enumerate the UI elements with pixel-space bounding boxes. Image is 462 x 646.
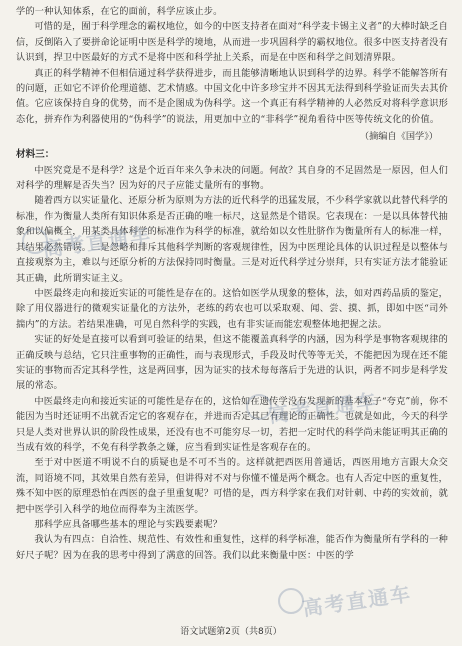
watermark: 高考直通车	[41, 222, 154, 262]
paragraph: 实证的好处是直接可以看到可验证的结果，但这不能覆盖真科学的内涵，因为科学是事物客观规律的正确反映与总结，它只注重事物的正确性，而与表现形式，手段及时代等等无关，不能把因为现在还不能实证的事物而否定其科学性，这是两回事，因为证实的技术每每落后于先进的认识，两者不同步是科学发展的常态。	[16, 334, 448, 392]
watermark: 高考直通车	[267, 388, 380, 428]
paragraph: 学的一种认知体系，在它的面前，科学应该止步。	[16, 6, 223, 17]
article-top-section	[16, 4, 448, 127]
paragraph: 中医究竟是不是科学？这是个近百年来久争未决的问题。何故？其自身的不足固然是一原因，但人们对科学的理解是否失当？因为好的尺子应能丈量所有的事物。	[16, 164, 448, 192]
paragraph: 至于对中医道不明说不白的质疑也是不可不当的。这样就把西医用普通话，西医用地方言跟大众交流，同语境不同，其效果自然有差异，但讲得对不对与你懂不懂是两个概念。也有人否定中医的重复性，殊不知中医的原理恐怕在西医的盘子里重复呢？可惜的是，西方科学家在我们对针刺、中药的实效前，就把中医学引入科学的地位而得奉为主流医学。	[16, 457, 448, 515]
source-citation: （摘编自《国学》）	[359, 131, 438, 143]
paragraph: 可惜的是，囿于科学理念的霸权地位，如今的中医支持者在面对“科学麦卡锡主义者”的大棒时缺乏自信，反倒陷入了要拼命论证明中医是科学的境地，从而进一步巩固科学的霸权地位。很多中医支持者没有认识到，捍卫中医最好的方式不是将中医和科学扯上关系，而是在中医和科学之间划清界限。	[16, 21, 448, 64]
page-footer: 语文试题第2页（共8页）	[180, 627, 282, 637]
paragraph: 中医最终走向和接近实证的可能性是存在的，这恰如在遗传学没有发现新的基本粒子“夸克”前，你不能因为当时还证明不出就否定它的客观存在，并进而否定其已有理论的正确性。也就是如此，今天的科学只是人类对世界认识的阶段性成果，还没有也不可能穷尽一切，若把一定时代的科学尚未能证明其正确的当成有效的科学，不免有科学教条之嫌，应当看到实证性是客观存在的。	[16, 395, 448, 453]
paragraph: 随着西方以实证量化、还原分析为原则为方法的近代科学的迅猛发展，不少科学家就以此替代科学的标准，作为衡量人类所有知识体系是否正确的唯一标尺，这显然是个错误。它表现在：一是以具体替代抽象和以偏概全，用某类具体科学的标准作为科学的标准，就给如以女性肚脐作为衡量所有人的标准一样，其结果必然错误。二是忽略和排斥其他科学判断的客观规律性，因为中医理论具体的认识过程是以整体与直接观察为主，难以与还原分析的方法保持同时衡量。三是对近代科学过分崇拜，只有实证方法才能验证其正确，此所谓实证主义。	[16, 195, 448, 284]
article-bottom-section	[16, 163, 448, 564]
paragraph: 中医最终走向和接近实证的可能性是存在的。这恰如医学从现象的整体，法，如对西药品质的鉴定，除了用仪器进行的微观实证量化的方法外，老练的药农也可以采取观、闻、尝、摸、抓，即如中医“司外揣内”的方法。若结果准确，可见自然科学的实践，也有非实证而能宏观整体地把握之法。	[16, 287, 448, 330]
paragraph: 那科学应具备哪些基本的理论与实践要素呢？	[34, 519, 223, 530]
paragraph: 真正的科学精神不但相信通过科学获得进步，而且能够清晰地认识到科学的边界。科学不能解答所有的问题，正如它不评价伦理道德、艺术情感。中国文化中许多珍宝并不因其无法得到科学验证而失去其价值。它应该保持自身的优势，而不是企图成为伪科学。这一个真正有科学精神的人必然反对将科学意识形态化，拼弃作为利器使用的“伪科学”的说法，用更加中立的“非科学”视角看待中医等传统文化的价值。	[16, 67, 448, 125]
watermark: 高考直通车	[301, 581, 414, 621]
material-heading: 材料三：	[16, 148, 55, 160]
paragraph: 我认为有四点：自洽性、规范性、有效性和重复性，这样的科学标准，能否作为衡量所有学科的一种好尺子呢？因为在我的思考中得到了满意的回答。我们以此来衡量中医：中医的学	[16, 534, 448, 561]
